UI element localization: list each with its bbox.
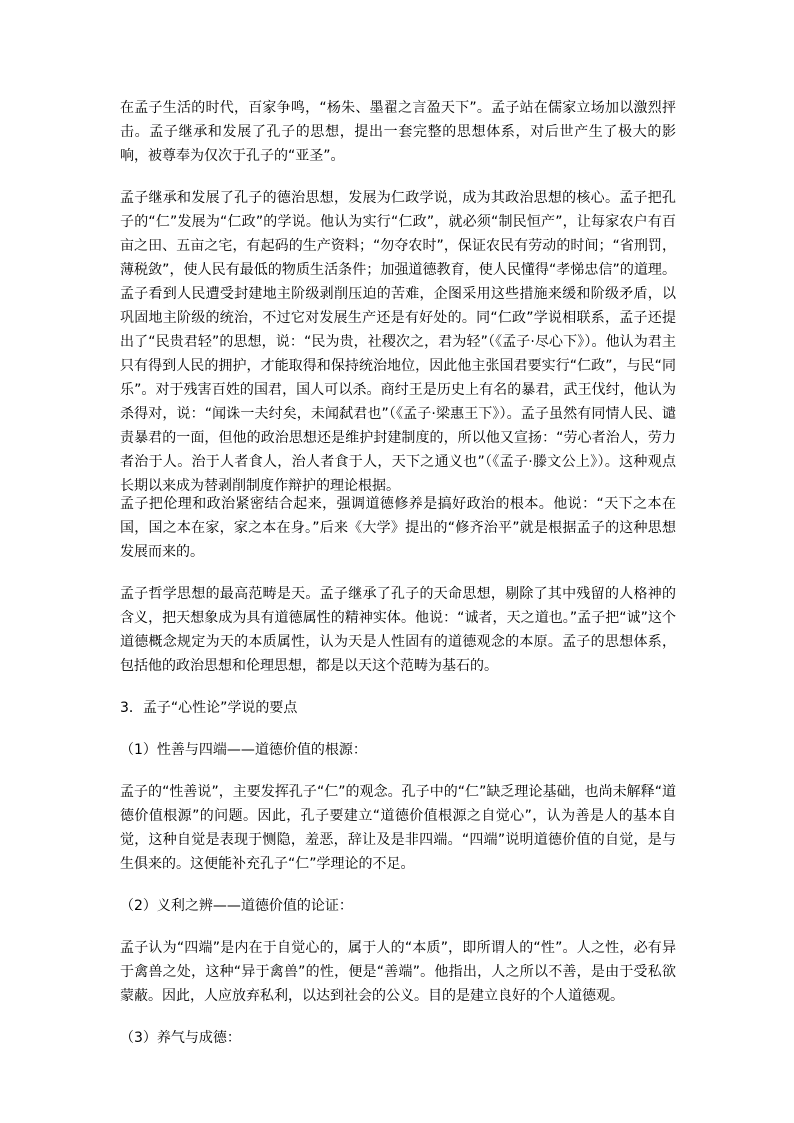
section-heading-xinxing: 3．孟子“心性论”学说的要点 [120,700,298,716]
subheading-xingshan: （1）性善与四端——道德价值的根源： [120,742,367,758]
paragraph-mencius-era: 在孟子生活的时代，百家争鸣，“杨朱、墨翟之言盈天下”。孟子站在儒家立场加以激烈抨击。孟子继承和发展了孔子的思想，提出一套完整的思想体系，对后世产生了极大的影响，被尊奉为仅次于孔子的“亚圣”。 [120,100,676,164]
document-page [120,96,676,1050]
subheading-yangqi: （3）养气与成德： [120,1030,241,1046]
paragraph-xingshan: 孟子的“性善说”，主要发挥孔子“仁”的观念。孔子中的“仁”缺乏理论基础，也尚未解释“道德价值根源”的问题。因此，孔子要建立“道德价值根源之自觉心”，认为善是人的基本自觉，这种自觉是表现于恻隐，羞恶，辞让及是非四端。“四端”说明道德价值的自觉，是与生俱来的。这便能补充孔子“仁”学理论的不足。 [120,784,676,872]
subheading-yili: （2）义利之辨——道德价值的论证： [120,898,353,914]
paragraph-heaven-concept: 孟子哲学思想的最高范畴是天。孟子继承了孔子的天命思想，剔除了其中残留的人格神的含义，把天想象成为具有道德属性的精神实体。他说：“诚者，天之道也。”孟子把“诚”这个道德概念规定为天的本质属性，认为天是人性固有的道德观念的本原。孟子的思想体系，包括他的政治思想和伦理思想，都是以天这个范畴为基石的。 [120,586,676,674]
paragraph-ethics-politics: 孟子把伦理和政治紧密结合起来，强调道德修养是搞好政治的根本。他说：“天下之本在国，国之本在家，家之本在身。”后来《大学》提出的“修齐治平”就是根据孟子的这种思想发展而来的。 [120,496,676,560]
paragraph-yili: 孟子认为“四端”是内在于自觉心的，属于人的“本质”，即所谓人的“性”。人之性，必有异于禽兽之处，这种“异于禽兽”的性，便是“善端”。他指出，人之所以不善，是由于受私欲蒙蔽。因此，人应放弃私利，以达到社会的公义。目的是建立良好的个人道德观。 [120,940,676,1004]
paragraph-benevolent-government: 孟子继承和发展了孔子的德治思想，发展为仁政学说，成为其政治思想的核心。孟子把孔子的“仁”发展为“仁政”的学说。他认为实行“仁政”，就必须“制民恒产”，让每家农户有百亩之田、五亩之宅，有起码的生产资料；“勿夺农时”，保证农民有劳动的时间；“省刑罚，薄税敛”，使人民有最低的物质生活条件；加强道德教育，使人民懂得“孝悌忠信”的道理。孟子看到人民遭受封建地主阶级剥削压迫的苦难，企图采用这些措施来缓和阶级矛盾，以巩固地主阶级的统治，不过它对发展生产还是有好处的。同“仁政”学说相联系，孟子还提出了“民贵君轻”的思想，说：“民为贵，社稷次之，君为轻”（《孟子·尽心下》）。他认为君主只有得到人民的拥护，才能取得和保持统治地位，因此他主张国君要实行“仁政”，与民“同乐”。对于残害百姓的国君，国人可以杀。商纣王是历史上有名的暴君，武王伐纣，他认为杀得对，说：“闻诛一夫纣矣，未闻弑君也”（《孟子·梁惠王下》）。孟子虽然有同情人民、谴责暴君的一面，但他的政治思想还是维护封建制度的，所以他又宣扬：“劳心者治人，劳力者治于人。治于人者食人，治人者食于人，天下之通义也”（《孟子·滕文公上》）。这种观点长期以来成为替剥削制度作辩护的理论根据。 [120,190,676,494]
